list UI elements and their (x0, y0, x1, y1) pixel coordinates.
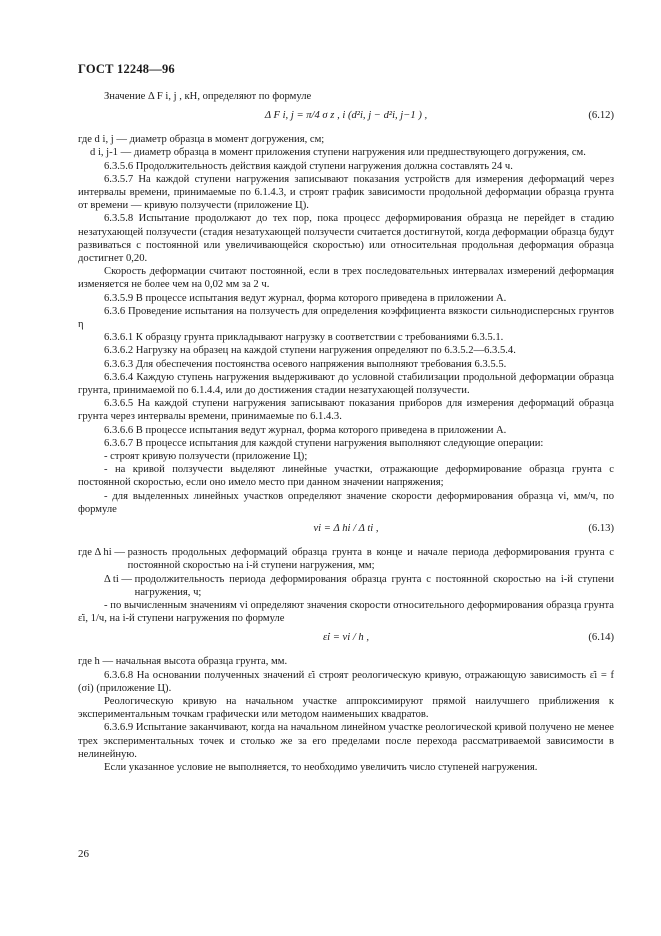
equation-6-13 (78, 516, 614, 546)
paragraph: 6.3.5.9 В процессе испытания ведут журнал, форма которого приведена в приложении А. (104, 292, 507, 304)
paragraph: Если указанное условие не выполняется, то необходимо увеличить число ступеней нагружения. (104, 761, 538, 773)
page-number: 26 (78, 848, 89, 860)
definition-row (78, 573, 614, 599)
definition-text: диаметр образца в момент приложения ступени нагружения или предшествующего догружения, см. (133, 147, 586, 159)
definition-term: где d i, j — (78, 134, 127, 146)
paragraph: 6.3.5.7 На каждой ступени нагружения записывают показания устройств для измерения деформаций через интервалы времени, принимаемые по 6.1.4.3, и строят график зависимости продольной деформации образца грунта от времени — кривую ползучести (приложение Ц). (78, 173, 614, 212)
section-heading: 6.3.6 Проведение испытания на ползучесть для определения коэффициента вязкости сильнодисперсных грунтов η (78, 305, 614, 331)
paragraph: где h — начальная высота образца грунта, мм. (78, 656, 288, 668)
definition-term: Δ ti — (104, 573, 133, 585)
paragraph: 6.3.5.8 Испытание продолжают до тех пор, пока процесс деформирования образца не перейдет в стадию незатухающей ползучести (стадия незатухающей ползучести считается достигнутой, когда деформации образца будут развиваться с постоянной или увеличивающейся скоростью) или относительная продольная деформация образца достигнет 0,20. (78, 213, 614, 265)
definition-row (78, 546, 614, 572)
list-item: - по вычисленным значениям vi определяют значения скорости относительного деформирования образца грунта ε̇i, 1/ч, на i-й ступени нагружения по формуле (78, 599, 614, 625)
list-item: - на кривой ползучести выделяют линейные участки, отражающие деформирование образца грунта с постоянной скоростью, если оно имело место при данном значении напряжения; (78, 464, 614, 489)
equation-number: (6.14) (588, 632, 614, 644)
paragraph: 6.3.6.2 Нагрузку на образец на каждой ступени нагружения определяют по 6.3.5.2—6.3.5.4. (104, 345, 516, 357)
paragraph: 6.3.6.9 Испытание заканчивают, когда на начальном линейном участке реологической кривой получено не менее трех экспериментальных точек и столько же за его пределами после перехода рассматриваемой зависимости в нелинейную. (78, 722, 614, 760)
equation-number: (6.13) (588, 523, 614, 535)
definition-text: продолжительность периода деформирования образца грунта с постоянной скоростью на i-й ступени нагружения, ч; (134, 573, 614, 598)
definition-text: диаметр образца в момент догружения, см; (129, 134, 325, 146)
list-item: - для выделенных линейных участков определяют значение скорости деформирования образца vi, мм/ч, по формуле (78, 490, 614, 515)
list-item: - строят кривую ползучести (приложение Ц); (104, 451, 308, 463)
equation-formula: vi = Δ hi / Δ ti , (313, 523, 379, 535)
paragraph: Реологическую кривую на начальном участке аппроксимируют прямой наилучшего приближения к экспериментальным точкам графически или методом наименьших квадратов. (78, 695, 614, 721)
document-body (78, 90, 614, 774)
paragraph: 6.3.6.8 На основании полученных значений ε̇i строят реологическую кривую, отражающую зависимость ε̇i = f (σi) (приложение Ц). (78, 669, 614, 694)
paragraph: 6.3.6.3 Для обеспечения постоянства осевого напряжения выполняют требования 6.3.5.5. (104, 358, 507, 370)
definition-term: где Δ hi — (78, 547, 125, 559)
definition-text: разность продольных деформаций образца грунта в конце и начале периода деформирования грунта с постоянной скоростью на i-й ступени нагружения, мм; (127, 547, 614, 572)
equation-formula: ε̇i = vi / h , (322, 632, 370, 644)
paragraph: 6.3.5.6 Продолжительность действия каждой ступени нагружения должна составлять 24 ч. (104, 160, 513, 172)
equation-formula: Δ F i, j = π/4 σ z , i (d²i, j − d²i, j−1 ) , (264, 110, 428, 122)
paragraph: 6.3.6.4 Каждую ступень нагружения выдерживают до условной стабилизации продольной деформации образца грунта, принимаемой по 6.1.4.4, или до достижения стадии незатухающей ползучести. (78, 371, 614, 397)
definition-row (78, 146, 614, 159)
paragraph: 6.3.6.6 В процессе испытания ведут журнал, форма которого приведена в приложении А. (104, 424, 507, 436)
paragraph: 6.3.6.7 В процессе испытания для каждой ступени нагружения выполняют следующие операции: (104, 437, 544, 449)
definition-term: d i, j-1 — (90, 147, 132, 159)
definition-row (78, 133, 614, 146)
equation-6-12 (78, 103, 614, 133)
paragraph: Скорость деформации считают постоянной, если в трех последовательных интервалах измерений деформация изменяется не более чем на 0,02 мм за 2 ч. (78, 266, 614, 291)
paragraph: 6.3.6.1 К образцу грунта прикладывают нагрузку в соответствии с требованиями 6.3.5.1. (104, 332, 504, 344)
intro-text: Значение Δ F i, j , кН, определяют по формуле (104, 91, 312, 102)
document-header: ГОСТ 12248—96 (78, 62, 175, 76)
equation-6-14 (78, 625, 614, 655)
equation-number: (6.12) (588, 110, 614, 122)
paragraph: 6.3.6.5 На каждой ступени нагружения записывают показания приборов для измерения деформаций образца грунта через интервалы времени, принимаемые по 6.1.4.3. (78, 398, 614, 423)
